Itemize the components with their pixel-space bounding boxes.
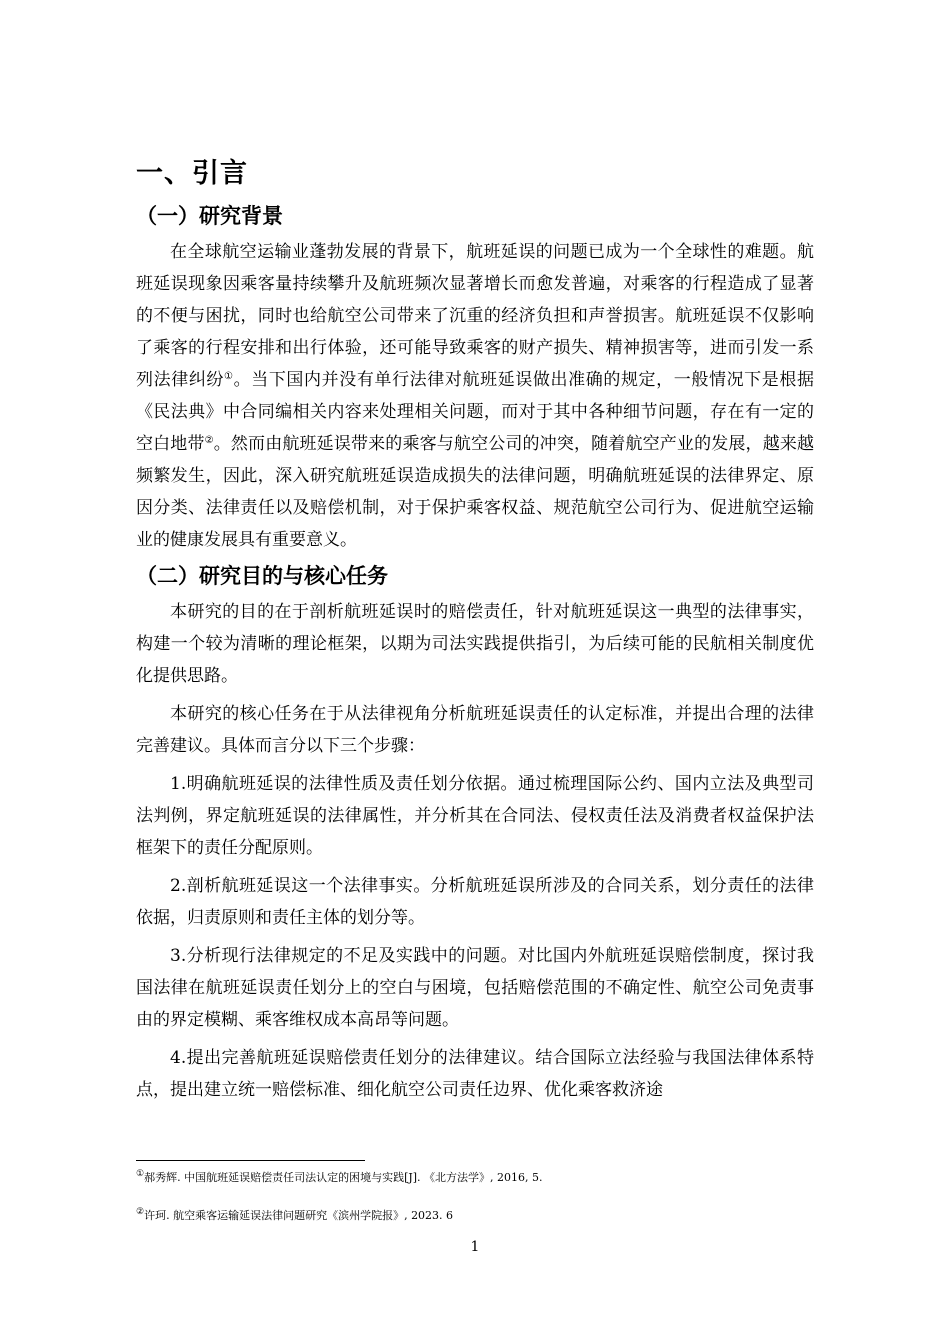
paragraph-text: 在全球航空运输业蓬勃发展的背景下，航班延误的问题已成为一个全球性的难题。航班延误现象因乘客量持续攀升及航班频次显著增长而愈发普遍，对乘客的行程造成了显著的不便与困扰，同时也给航空公司带来了沉重的经济负担和声誉损害。航班延误不仅影响了乘客的行程安排和出行体验，还可能导致乘客的财产损失、精神损害等，进而引发一系列法律纠纷 (136, 242, 814, 390)
footnote-text: 郝秀辉. 中国航班延误赔偿责任司法认定的困境与实践[J]. 《北方法学》, 2016, 5. (144, 1171, 543, 1184)
paragraph-text: 。然而由航班延误带来的乘客与航空公司的冲突，随着航空产业的发展，越来越频繁发生，因此，深入研究航班延误造成损失的法律问题，明确航班延误的法律界定、原因分类、法律责任以及赔偿机制，对于保护乘客权益、规范航空公司行为、促进航空运输业的健康发展具有重要意义。 (136, 434, 815, 550)
paragraph-core-task: 本研究的核心任务在于从法律视角分析航班延误责任的认定标准，并提出合理的法律完善建议。具体而言分以下三个步骤： (136, 704, 814, 756)
footnote-2 (136, 1208, 814, 1224)
footnote-ref-2[interactable]: ② (204, 435, 214, 446)
chapter-heading: 一、引言 (136, 158, 248, 189)
footnote-text: 许珂. 航空乘客运输延误法律问题研究《滨州学院报》, 2023. 6 (144, 1209, 454, 1222)
footnote-divider (136, 1160, 365, 1161)
list-item-step-2: 2.剖析航班延误这一个法律事实。分析航班延误所涉及的合同关系，划分责任的法律依据，归责原则和责任主体的划分等。 (136, 876, 814, 928)
section-heading-background: （一）研究背景 (136, 204, 283, 228)
footnote-1 (136, 1170, 814, 1186)
footnote-mark: ① (136, 1169, 145, 1179)
section-heading-objectives: （二）研究目的与核心任务 (136, 564, 388, 588)
paragraph-purpose: 本研究的目的在于剖析航班延误时的赔偿责任，针对航班延误这一典型的法律事实，构建一个较为清晰的理论框架，以期为司法实践提供指引，为后续可能的民航相关制度优化提供思路。 (136, 602, 814, 686)
list-item-step-1: 1.明确航班延误的法律性质及责任划分依据。通过梳理国际公约、国内立法及典型司法判例，界定航班延误的法律属性，并分析其在合同法、侵权责任法及消费者权益保护法框架下的责任分配原则。 (136, 774, 814, 858)
paragraph-background (136, 236, 814, 556)
body-content (136, 152, 814, 1106)
page-number: 1 (470, 1239, 480, 1255)
paragraph-text: 。当下国内并没有单行法律对航班延误做出准确的规定，一般情况下是根据《民法典》中合同编相关内容来处理相关问题，而对于其中各种细节问题，存在有一定的空白地带 (136, 370, 815, 454)
list-item-step-3: 3.分析现行法律规定的不足及实践中的问题。对比国内外航班延误赔偿制度，探讨我国法律在航班延误责任划分上的空白与困境，包括赔偿范围的不确定性、航空公司免责事由的界定模糊、乘客维权成本高昂等问题。 (136, 946, 814, 1030)
footnote-ref-1[interactable]: ① (224, 371, 234, 382)
footnote-mark: ② (136, 1207, 145, 1217)
list-item-step-4: 4.提出完善航班延误赔偿责任划分的法律建议。结合国际立法经验与我国法律体系特点，提出建立统一赔偿标准、细化航空公司责任边界、优化乘客救济途 (136, 1048, 814, 1100)
